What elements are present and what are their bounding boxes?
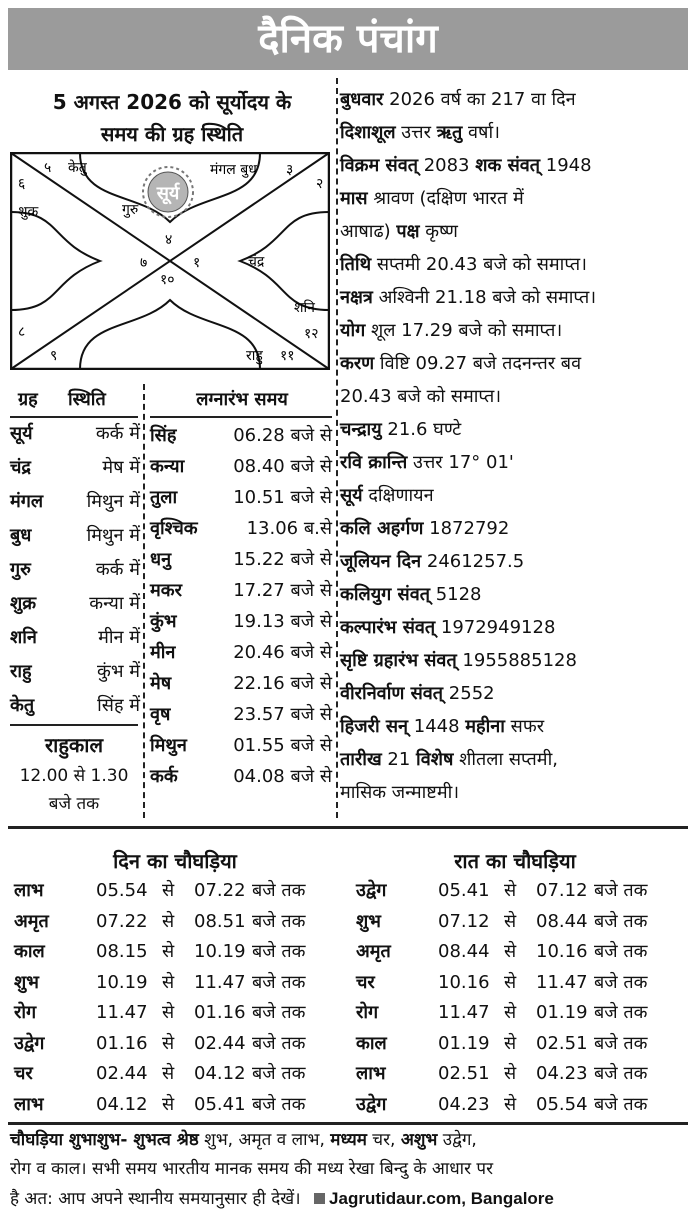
detail-line — [340, 150, 690, 182]
square-bullet-icon — [314, 1193, 325, 1204]
choghadiya-from: 10.16 — [438, 971, 490, 993]
graha-name: गुरु — [10, 559, 31, 580]
detail-value: 1972949128 — [435, 617, 556, 638]
lagna-rashi: मीन — [150, 642, 176, 663]
detail-key: करण — [340, 353, 375, 374]
choghadiya-tail: बजे तक — [252, 971, 306, 993]
choghadiya-from: 01.16 — [96, 1032, 148, 1054]
choghadiya-tail: बजे तक — [252, 941, 306, 962]
choghadiya-row — [356, 876, 676, 906]
choghadiya-tail: बजे तक — [594, 1093, 648, 1115]
choghadiya-to: 07.22 — [194, 880, 246, 901]
detail-key: हिजरी सन् — [340, 716, 409, 737]
detail-key: दिशाशूल — [340, 122, 396, 143]
choghadiya-to: 10.16 — [536, 941, 588, 962]
detail-line — [340, 645, 690, 677]
kundli-surya: सूर्य — [156, 183, 180, 204]
footer-key1: चौघड़िया शुभाशुभ- शुभत्व श्रेष्ठ — [10, 1130, 199, 1150]
choghadiya-tail: बजे तक — [594, 971, 648, 993]
choghadiya-from: 07.12 — [438, 910, 490, 932]
lagna-time: 20.46 बजे से — [233, 642, 332, 663]
detail-line — [340, 315, 690, 347]
choghadiya-to: 08.44 — [536, 910, 588, 932]
kundli-rahu: राहु — [246, 348, 263, 364]
choghadiya-from: 02.51 — [438, 1063, 490, 1084]
detail-value: 1872792 — [423, 518, 510, 539]
choghadiya-to: 01.19 — [536, 1002, 588, 1023]
detail-line — [340, 447, 690, 479]
choghadiya-row — [14, 937, 334, 967]
detail-key: कल्पारंभ संवत् — [340, 617, 436, 638]
graha-position: मीन में — [98, 627, 140, 648]
kundli-house-5: ५ — [44, 160, 52, 176]
choghadiya-se: से — [504, 971, 517, 993]
kundli-chart — [10, 152, 330, 370]
graha-position: कन्या में — [89, 593, 140, 614]
choghadiya-row — [14, 1090, 334, 1120]
choghadiya-name: अमृत — [14, 910, 49, 932]
choghadiya-se: से — [504, 1063, 517, 1084]
detail-line — [340, 216, 690, 248]
kundli-house-11: ११ — [280, 348, 295, 364]
footer-divider — [8, 1122, 688, 1125]
graha-name: मंगल — [10, 491, 44, 512]
detail-line — [340, 777, 690, 809]
kundli-house-7: ७ — [140, 255, 148, 271]
lagna-rashi: कर्क — [150, 766, 178, 787]
page-title: दैनिक पंचांग — [8, 8, 688, 70]
lagna-rashi: कुंभ — [150, 611, 177, 632]
detail-key: बुधवार — [340, 89, 384, 110]
choghadiya-to: 10.19 — [194, 941, 246, 962]
choghadiya-tail: बजे तक — [252, 1063, 306, 1084]
choghadiya-to: 05.54 — [536, 1093, 588, 1115]
rahukaal-rule — [10, 724, 138, 726]
choghadiya-name: उद्वेग — [356, 880, 387, 901]
choghadiya-se: से — [162, 1093, 175, 1115]
choghadiya-name: शुभ — [356, 910, 381, 932]
detail-line — [340, 612, 690, 644]
detail-line — [340, 249, 690, 281]
choghadiya-tail: बजे तक — [594, 1063, 648, 1084]
footer-line3: है अत: आप अपने स्थानीय समयानुसार ही देखें। — [10, 1189, 301, 1209]
kundli-house-6: ६ — [18, 176, 26, 192]
detail-value: 1955885128 — [456, 650, 577, 671]
kundli-house-12: १२ — [304, 326, 319, 342]
detail-line — [340, 183, 690, 215]
detail-value: 2026 वर्ष का 217 वा दिन — [383, 89, 576, 110]
detail-key: सूर्य — [340, 485, 363, 506]
kundli-chandra: चंद्र — [248, 254, 265, 270]
lagna-time: 22.16 बजे से — [233, 673, 332, 694]
detail-value: 21.6 घण्टे — [381, 419, 462, 440]
graha-position: कुंभ में — [97, 661, 140, 682]
detail-line — [340, 84, 690, 116]
choghadiya-from: 05.41 — [438, 880, 490, 901]
footer-line2: रोग व काल। सभी समय भारतीय मानक समय की मध्य रेखा बिन्दु के आधार पर — [10, 1159, 494, 1179]
lagna-time: 04.08 बजे से — [233, 766, 332, 787]
rahukaal-time — [4, 762, 144, 818]
choghadiya-se: से — [504, 1032, 517, 1054]
detail-key: पक्ष — [396, 221, 420, 242]
choghadiya-row — [14, 998, 334, 1028]
choghadiya-tail: बजे तक — [594, 1032, 648, 1054]
choghadiya-to: 02.44 — [194, 1032, 246, 1054]
detail-line — [340, 381, 690, 413]
detail-line — [340, 579, 690, 611]
choghadiya-se: से — [504, 880, 517, 901]
graha-name: बुध — [10, 525, 32, 546]
choghadiya-to: 08.51 — [194, 910, 246, 932]
kundli-house-2: २ — [316, 176, 324, 192]
choghadiya-name: चर — [14, 1063, 33, 1084]
detail-line — [340, 282, 690, 314]
detail-value: उत्तर — [395, 122, 437, 143]
kundli-house-8: ८ — [18, 324, 26, 340]
lagna-rashi: कन्या — [150, 456, 185, 477]
footer-note — [10, 1126, 690, 1214]
detail-key: शक संवत् — [475, 155, 541, 176]
choghadiya-tail: बजे तक — [252, 880, 306, 901]
chart-heading — [8, 86, 336, 150]
choghadiya-to: 11.47 — [536, 971, 588, 993]
choghadiya-from: 04.12 — [96, 1093, 148, 1115]
detail-key: विक्रम संवत् — [340, 155, 418, 176]
kundli-house-4: ४ — [165, 232, 173, 248]
detail-value: 5128 — [429, 584, 482, 605]
detail-value: 1948 — [540, 155, 592, 176]
detail-value: अश्विनी 21.18 बजे को समाप्त। — [372, 287, 597, 308]
choghadiya-name: चर — [356, 971, 375, 993]
detail-key: ऋतु — [436, 122, 463, 143]
detail-key: चन्द्रायु — [340, 419, 382, 440]
detail-line — [340, 117, 690, 149]
choghadiya-to: 11.47 — [194, 971, 246, 993]
choghadiya-to: 04.12 — [194, 1063, 246, 1084]
choghadiya-row — [356, 998, 676, 1028]
detail-line — [340, 678, 690, 710]
choghadiya-row — [14, 1059, 334, 1089]
choghadiya-se: से — [162, 971, 175, 993]
choghadiya-name: रोग — [14, 1002, 37, 1023]
rahukaal-label: राहुकाल — [44, 733, 104, 757]
choghadiya-se: से — [504, 910, 517, 932]
choghadiya-row — [356, 937, 676, 967]
choghadiya-name: अमृत — [356, 941, 391, 962]
choghadiya-from: 11.47 — [96, 1002, 148, 1023]
choghadiya-tail: बजे तक — [594, 910, 648, 932]
choghadiya-tail: बजे तक — [594, 941, 648, 962]
choghadiya-row — [356, 1029, 676, 1059]
lagna-time: 19.13 बजे से — [233, 611, 332, 632]
kundli-ketu: केतु — [68, 160, 87, 176]
table-divider — [143, 384, 145, 818]
detail-line — [340, 744, 690, 776]
choghadiya-from: 02.44 — [96, 1063, 148, 1084]
detail-key: रवि क्रान्ति — [340, 452, 408, 473]
footer-text2: चर, — [366, 1130, 401, 1150]
choghadiya-from: 05.54 — [96, 880, 148, 901]
kundli-house-3: ३ — [286, 162, 294, 178]
main-divider — [336, 78, 338, 818]
graha-position: मिथुन में — [86, 525, 140, 546]
choghadiya-name: लाभ — [356, 1063, 386, 1084]
choghadiya-to: 02.51 — [536, 1032, 588, 1054]
detail-value: उत्तर 17° 01' — [407, 452, 514, 473]
detail-line — [340, 480, 690, 512]
detail-key: वीरनिर्वाण संवत् — [340, 683, 444, 704]
choghadiya-se: से — [504, 1002, 517, 1023]
choghadiya-tail: बजे तक — [594, 1002, 648, 1023]
choghadiya-tail: बजे तक — [252, 1032, 306, 1054]
detail-line — [340, 348, 690, 380]
graha-name: राहु — [10, 661, 32, 682]
choghadiya-name: लाभ — [14, 880, 44, 901]
lagna-rashi: धनु — [150, 549, 172, 570]
detail-value: 2552 — [443, 683, 495, 704]
detail-key: नक्षत्र — [340, 287, 373, 308]
graha-name: केतु — [10, 695, 35, 716]
choghadiya-name: रोग — [356, 1002, 379, 1023]
kundli-mangal-budh: मंगल बुध — [210, 162, 257, 178]
lagna-rashi: सिंह — [150, 425, 177, 446]
choghadiya-name: उद्वेग — [14, 1032, 45, 1054]
lagna-rashi: मकर — [150, 580, 182, 601]
kundli-shani: शनि — [294, 300, 315, 316]
choghadiya-name: शुभ — [14, 971, 39, 993]
choghadiya-se: से — [162, 880, 175, 901]
detail-line — [340, 711, 690, 743]
lagna-rashi: वृश्चिक — [150, 518, 198, 539]
choghadiya-row — [14, 876, 334, 906]
choghadiya-row — [356, 968, 676, 998]
rahukaal-time-line1: 12.00 से 1.30 — [19, 766, 129, 786]
graha-position: कर्क में — [95, 559, 140, 580]
lagna-time: 10.51 बजे से — [233, 487, 332, 508]
choghadiya-from: 07.22 — [96, 910, 148, 932]
raat-choghadiya-heading: रात का चौघड़िया — [454, 849, 576, 873]
choghadiya-se: से — [504, 941, 517, 962]
choghadiya-tail: बजे तक — [252, 910, 306, 932]
choghadiya-to: 05.41 — [194, 1093, 246, 1115]
choghadiya-from: 11.47 — [438, 1002, 490, 1023]
detail-value: विष्टि 09.27 बजे तदनन्तर बव — [374, 353, 582, 374]
detail-value: आषाढ) — [340, 221, 397, 242]
kundli-house-10: १० — [160, 272, 175, 288]
detail-value: शूल 17.29 बजे को समाप्त। — [365, 320, 563, 341]
detail-key: योग — [340, 320, 366, 341]
detail-key: विशेष — [416, 749, 454, 770]
lagna-rashi: वृष — [150, 704, 171, 725]
graha-name: चंद्र — [10, 457, 31, 478]
choghadiya-from: 08.44 — [438, 941, 490, 962]
footer-text1: शुभ, अमृत व लाभ, — [198, 1130, 331, 1150]
kundli-house-1: १ — [193, 255, 201, 271]
detail-key: महीना — [465, 716, 505, 737]
graha-position: सिंह में — [97, 695, 140, 716]
chart-heading-line2: समय की ग्रह स्थिति — [100, 122, 244, 146]
detail-value: सफर — [504, 716, 545, 737]
detail-value: सप्तमी 20.43 बजे को समाप्त। — [371, 254, 587, 275]
lagna-header-rule — [150, 416, 332, 418]
graha-name: शुक्र — [10, 593, 37, 614]
choghadiya-row — [14, 907, 334, 937]
choghadiya-from: 01.19 — [438, 1032, 490, 1054]
lagna-time: 23.57 बजे से — [233, 704, 332, 725]
detail-key: कलियुग संवत् — [340, 584, 430, 605]
choghadiya-tail: बजे तक — [252, 1002, 306, 1023]
lagna-header: लग्नारंभ समय — [196, 389, 288, 410]
choghadiya-to: 07.12 — [536, 880, 588, 901]
detail-key: मास — [340, 188, 368, 209]
detail-value: शीतला सप्तमी, — [453, 749, 558, 770]
choghadiya-tail: बजे तक — [252, 1093, 306, 1115]
choghadiya-tail: बजे तक — [594, 880, 648, 901]
choghadiya-row — [356, 1090, 676, 1120]
choghadiya-row — [14, 968, 334, 998]
footer-key3: अशुभ — [400, 1130, 438, 1150]
graha-position: मिथुन में — [86, 491, 140, 512]
choghadiya-name: काल — [356, 1032, 387, 1054]
detail-value: 2461257.5 — [421, 551, 525, 572]
graha-position: कर्क में — [95, 423, 140, 444]
graha-header-left: ग्रह — [18, 389, 38, 410]
lagna-rashi: तुला — [150, 487, 178, 508]
detail-line — [340, 414, 690, 446]
detail-value: मासिक जन्माष्टमी। — [340, 782, 460, 803]
graha-position: मेष में — [102, 457, 140, 478]
section-divider — [8, 826, 688, 829]
choghadiya-se: से — [162, 910, 175, 932]
lagna-time: 17.27 बजे से — [233, 580, 332, 601]
detail-key: सृष्टि ग्रहारंभ संवत् — [340, 650, 457, 671]
detail-key: तारीख — [340, 749, 382, 770]
graha-header-right: स्थिति — [68, 389, 106, 410]
choghadiya-from: 08.15 — [96, 941, 148, 962]
detail-value: 1448 — [408, 716, 466, 737]
detail-key: कलि अहर्गण — [340, 518, 424, 539]
choghadiya-from: 04.23 — [438, 1093, 490, 1115]
rahukaal-time-line2: बजे तक — [48, 794, 100, 814]
lagna-rashi: मेष — [150, 673, 172, 694]
lagna-time: 01.55 बजे से — [233, 735, 332, 756]
choghadiya-se: से — [162, 941, 175, 962]
choghadiya-se: से — [162, 1032, 175, 1054]
lagna-time: 15.22 बजे से — [233, 549, 332, 570]
detail-value: 2083 — [417, 155, 476, 176]
choghadiya-to: 01.16 — [194, 1002, 246, 1023]
footer-credit: Jagrutidaur.com, Bangalore — [329, 1189, 554, 1208]
choghadiya-row — [356, 1059, 676, 1089]
lagna-time: 13.06 ब.से — [246, 518, 332, 539]
choghadiya-to: 04.23 — [536, 1063, 588, 1084]
choghadiya-se: से — [162, 1002, 175, 1023]
detail-line — [340, 546, 690, 578]
choghadiya-name: लाभ — [14, 1093, 44, 1115]
choghadiya-se: से — [504, 1093, 517, 1115]
detail-value: 20.43 बजे को समाप्त। — [340, 386, 502, 407]
choghadiya-name: उद्वेग — [356, 1093, 387, 1115]
choghadiya-name: काल — [14, 941, 45, 962]
chart-heading-line1: 5 अगस्त 2026 को सूर्योदय के — [52, 90, 292, 114]
detail-value: श्रावण (दक्षिण भारत में — [367, 188, 524, 209]
graha-name: सूर्य — [10, 423, 33, 444]
kundli-house-9: ९ — [50, 348, 58, 364]
lagna-time: 06.28 बजे से — [233, 425, 332, 446]
din-choghadiya-heading: दिन का चौघड़िया — [113, 849, 237, 873]
choghadiya-row — [356, 907, 676, 937]
detail-value: 21 — [381, 749, 417, 770]
kundli-shukra: शुक्र — [18, 204, 39, 220]
detail-value: दक्षिणायन — [362, 485, 434, 506]
graha-name: शनि — [10, 627, 37, 648]
choghadiya-se: से — [162, 1063, 175, 1084]
detail-value: वर्षा। — [462, 122, 500, 143]
lagna-rashi: मिथुन — [150, 735, 187, 756]
detail-key: तिथि — [340, 254, 372, 275]
choghadiya-from: 10.19 — [96, 971, 148, 993]
detail-line — [340, 513, 690, 545]
detail-key: जूलियन दिन — [340, 551, 422, 572]
detail-value: कृष्ण — [419, 221, 458, 242]
footer-key2: मध्यम — [330, 1130, 367, 1150]
kundli-guru: गुरु — [122, 202, 139, 218]
choghadiya-row — [14, 1029, 334, 1059]
footer-text3: उद्वेग, — [437, 1130, 477, 1150]
lagna-time: 08.40 बजे से — [233, 456, 332, 477]
